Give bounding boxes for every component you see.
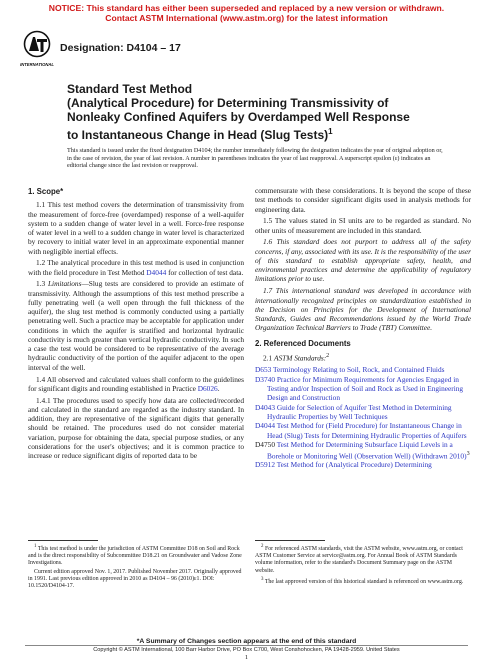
footnote-2: [255, 543, 471, 575]
right-column: [255, 186, 471, 470]
para-1-2-text: 1.2 The analytical procedure in this test method is used in conjunction with the field procedure in Test Method: [28, 258, 244, 277]
para-1-4-text: 1.4 All observed and calculated values shall conform to the guidelines for significant digits and rounding established in Practice: [28, 374, 244, 393]
reference-footnote-mark: 3: [466, 450, 470, 457]
reference-title[interactable]: Test Method for (Field Procedure) for Instantaneous Change in Head (Slug) Tests for Determining Hydraulic Properties of Aquifers: [267, 421, 467, 440]
copyright-divider: [25, 645, 468, 646]
reference-title[interactable]: Practice for Minimum Requirements for Agencies Engaged in Testing and/or Inspection of Soil and Rock as Used in Engineering Design and Construction: [267, 374, 464, 403]
title-line-3: Nonleaky Confined Aquifers by Overdamped Well Response: [67, 110, 410, 125]
reference-title[interactable]: Test Method for (Analytical Procedure) Determining: [275, 460, 432, 470]
footnotes-right: [255, 543, 471, 587]
reference-list: [255, 365, 471, 470]
reference-code[interactable]: D653: [255, 365, 272, 375]
notice-line-1: NOTICE: This standard has either been superseded and replaced by a new version or withdrawn.: [48, 3, 445, 13]
title-line-2: (Analytical Procedure) for Determining Transmissivity of: [67, 96, 389, 111]
para-1-3-label: 1.3: [36, 279, 48, 289]
designation: Designation: D4104 – 17: [60, 42, 181, 54]
link-d6026[interactable]: D6026: [197, 383, 218, 393]
reference-item[interactable]: [255, 421, 471, 440]
issuance-note: This standard is issued under the fixed designation D4104; the number immediately following the designation indicates the year of original adoption or, in the case of revision, the year of last revision. A number in parentheses indicates the year of last reapproval. A superscript epsilon (ε) indicates an editorial change since the last revision or reapproval.: [67, 147, 443, 170]
para-1-6: 1.6 This standard does not purport to address all of the safety concerns, if any, associated with its use. It is the responsibility of the user of this standard to establish appropriate safety, health, and environmental practices and determine the applicability of regulatory limitations prior to use.: [255, 237, 471, 284]
reference-code: D4750: [255, 440, 275, 450]
para-1-1: 1.1 This test method covers the determination of transmissivity from the measurement of force-free (overdamped) response of a well-aquifer system to a sudden change of water level in a well. Force-free response of water level in a well to a sudden change in water level is characterized by recovery to initial water level in an approximate exponential manner with negligible inertial effects.: [28, 200, 244, 256]
title-line-1: Standard Test Method: [67, 82, 193, 96]
para-1-3: [28, 279, 244, 372]
subheading-label: ASTM Standards:: [274, 353, 327, 363]
reference-title[interactable]: Terminology Relating to Soil, Rock, and Contained Fluids: [271, 365, 445, 375]
footnote-3: [255, 576, 471, 586]
footnote-1-mark: 1: [34, 544, 37, 549]
para-1-5: 1.5 The values stated in SI units are to be regarded as standard. No other units of measurement are included in this standard.: [255, 216, 471, 235]
para-1-3-italic: Limitations: [47, 279, 82, 289]
footnotes-left: [28, 543, 244, 591]
page-number: 1: [244, 654, 249, 661]
footnote-divider-right: [255, 540, 325, 541]
title-line-4: [67, 125, 447, 142]
footnote-divider-left: [28, 540, 98, 541]
astm-logo-icon: [22, 29, 52, 69]
title-footnote-mark: 1: [328, 126, 333, 136]
reference-item[interactable]: [255, 460, 471, 469]
reference-item[interactable]: [255, 375, 471, 403]
para-1-7: 1.7 This international standard was developed in accordance with internationally recognized principles on standardization established in the Decision on Principles for the Development of International Standards, Guides and Recommendations issued by the World Trade Organization Technical Barriers to Trade (TBT) Committee.: [255, 286, 471, 333]
para-1-4-1: 1.4.1 The procedures used to specify how data are collected/recorded and calculated in the standard are regarded as the industry standard. In addition, they are representative of the significant digits that generally should be retained. The procedures used do not consider material variation, purpose for obtaining the data, special purpose studies, or any considerations for the user's objectives; and it is common practice to increase or reduce significant digits of reported data to be: [28, 395, 244, 461]
footnote-1: [28, 543, 244, 568]
footnote-2-text: For referenced ASTM standards, visit the ASTM website, www.astm.org, or contact ASTM Customer Service at service@astm.org. For Annual Book of ASTM Standards volume information, refer to the standard's Document Summary page on the ASTM website.: [255, 545, 463, 574]
scope-heading: 1. Scope*: [28, 187, 64, 196]
title-line-4-text: to Instantaneous Change in Head (Slug Tests): [67, 127, 329, 142]
footnote-2-mark: 2: [261, 544, 264, 549]
subheading-number: 2.1: [263, 353, 275, 363]
para-1-2-end: for collection of test data.: [166, 267, 244, 277]
footnote-3-text: The last approved version of this historical standard is referenced on www.astm.org.: [264, 578, 464, 585]
summary-of-changes-note: *A Summary of Changes section appears at the end of this standard: [136, 638, 357, 645]
link-d4044[interactable]: D4044: [146, 267, 167, 277]
astm-standards-subheading: [255, 352, 471, 363]
copyright-line: Copyright © ASTM International, 100 Barr Harbor Drive, PO Box C700, West Conshohocken, PA 19428-2959. United States: [93, 647, 400, 653]
footnote-1-text: This test method is under the jurisdiction of ASTM Committee D18 on Soil and Rock and is the direct responsibility of Subcommittee D18.21 on Groundwater and Vadose Zone Investigations.: [28, 545, 242, 567]
reference-item[interactable]: [255, 403, 471, 422]
reference-code[interactable]: D5912: [255, 460, 275, 470]
para-1-3-text: —Slug tests are considered to provide an estimate of transmissivity. Although the assumptions of this test method prescribe a fully penetrating well (a well open through the full thickness of the aquifer), the slug test method is commonly conducted using a partially penetrating well. Such a practice may be acceptable for application under conditions in which the aquifer is stratified and horizontal hydraulic conductivity is much greater than vertical hydraulic conductivity. In such a case the test would be considered to be representative of the average hydraulic conductivity of the portion of the aquifer adjacent to the open interval of the well.: [28, 279, 245, 372]
document-title: [67, 82, 447, 142]
logo-caption: INTERNATIONAL: [20, 62, 54, 67]
reference-code[interactable]: D3740: [255, 374, 275, 384]
withdrawal-notice: [0, 3, 493, 23]
reference-title[interactable]: Test Method for Determining Subsurface Liquid Levels in a Borehole or Monitoring Well (Observation Well) (Withdrawn 2010): [267, 440, 467, 460]
reference-title[interactable]: Guide for Selection of Aquifer Test Method in Determining Hydraulic Properties by Well Techniques: [267, 402, 452, 421]
para-continued: commensurate with these considerations. It is beyond the scope of these test methods to consider significant digits used in analysis methods for engineering data.: [255, 186, 471, 214]
reference-item[interactable]: [255, 440, 471, 460]
footnote-3-mark: 3: [261, 576, 264, 582]
para-1-2: [28, 258, 244, 277]
reference-code[interactable]: D4043: [255, 402, 275, 412]
para-1-4: [28, 375, 244, 394]
notice-line-2: Contact ASTM International (www.astm.org) for the latest information: [105, 13, 388, 23]
reference-code[interactable]: D4044: [255, 421, 275, 431]
reference-item[interactable]: [255, 365, 471, 374]
footnote-1-edition: Current edition approved Nov. 1, 2017. Published November 2017. Originally approved in 1991. Last previous edition approved in 2010 as D4104 – 96 (2010)ε1. DOI: 10.1520/D4104-17.: [28, 568, 242, 589]
para-1-4-end: .: [217, 383, 220, 393]
subheading-footnote: 2: [326, 352, 330, 359]
referenced-documents-heading: 2. Referenced Documents: [255, 338, 351, 348]
left-column: [28, 186, 244, 463]
